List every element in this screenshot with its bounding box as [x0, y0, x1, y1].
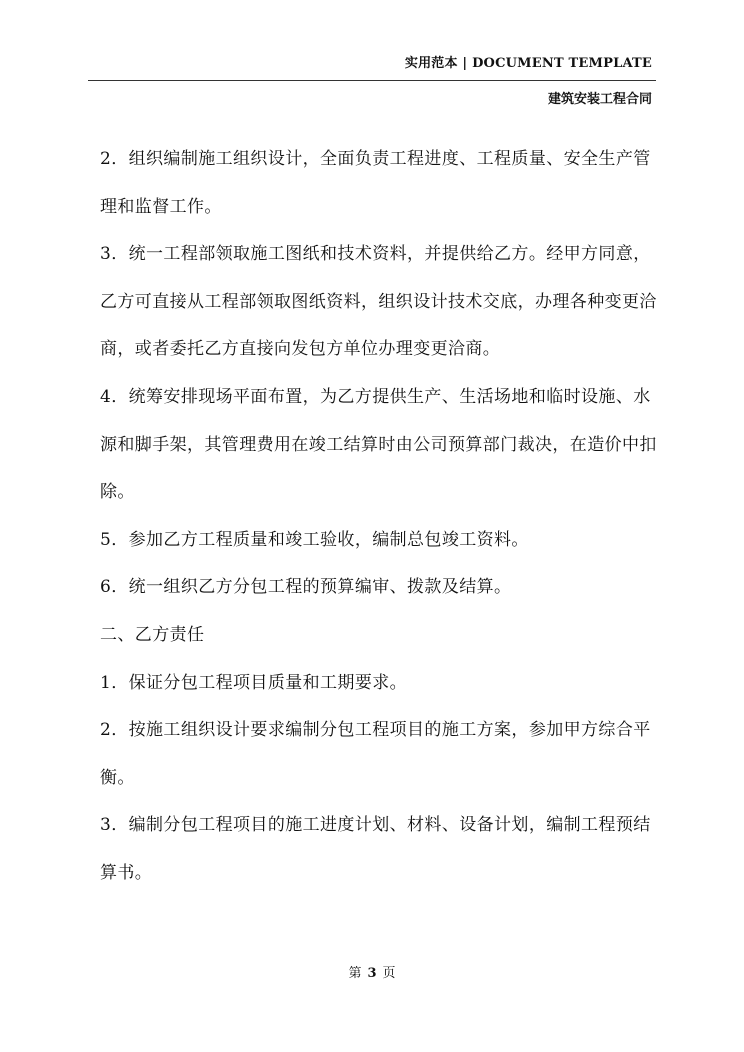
section-heading: 二、乙方责任 [100, 624, 205, 645]
page-suffix: 页 [382, 966, 396, 981]
paragraph-8: 3．编制分包工程项目的施工进度计划、材料、设备计划，编制工程预结算书。 [100, 815, 651, 883]
header-divider [88, 80, 656, 81]
header-title: 实用范本 | DOCUMENT TEMPLATE [404, 56, 652, 71]
paragraph-4: 5．参加乙方工程质量和竣工验收，编制总包竣工资料。 [100, 529, 529, 550]
page-footer [0, 962, 744, 981]
paragraph-1: 2．组织编制施工组织设计，全面负责工程进度、工程质量、安全生产管理和监督工作。 [100, 149, 651, 217]
page-prefix: 第 [348, 966, 362, 981]
paragraph-5: 6．统一组织乙方分包工程的预算编审、拨款及结算。 [100, 577, 512, 598]
header-subtitle: 建筑安装工程合同 [547, 92, 652, 107]
paragraph-7: 2．按施工组织设计要求编制分包工程项目的施工方案，参加甲方综合平衡。 [100, 720, 651, 788]
paragraph-6: 1．保证分包工程项目质量和工期要求。 [100, 672, 408, 693]
document-body [100, 136, 660, 898]
page-number: 3 [367, 966, 377, 981]
paragraph-3: 4．统筹安排现场平面布置，为乙方提供生产、生活场地和临时设施、水源和脚手架，其管理费用在竣工结算时由公司预算部门裁决，在造价中扣除。 [100, 386, 657, 503]
paragraph-2: 3．统一工程部领取施工图纸和技术资料，并提供给乙方。经甲方同意，乙方可直接从工程部领取图纸资料，组织设计技术交底，办理各种变更洽商，或者委托乙方直接向发包方单位办理变更洽商。 [100, 244, 657, 360]
